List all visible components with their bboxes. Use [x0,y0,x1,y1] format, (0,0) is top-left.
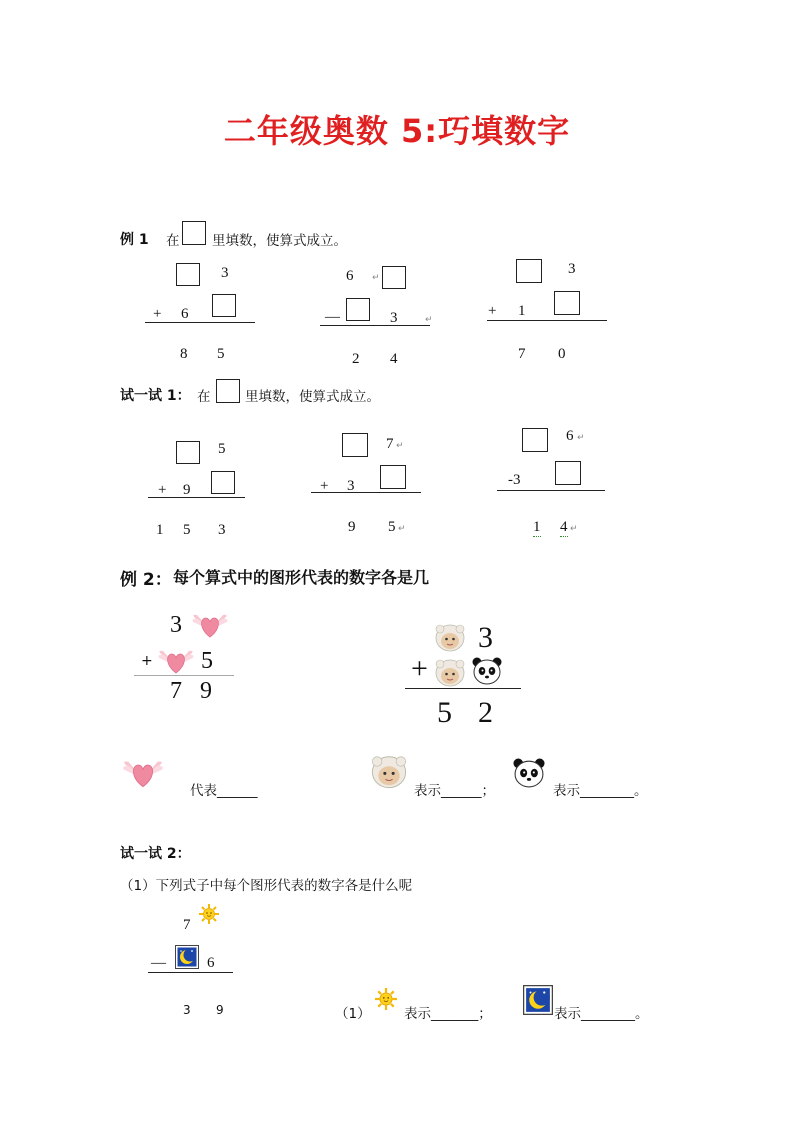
sheep-icon [370,753,408,789]
digit: 7 [183,917,191,933]
example1-prefix: 在 [166,233,180,249]
example2-text: 每个算式中的图形代表的数字各是几 [173,568,430,587]
try1-prefix: 在 [197,389,211,405]
operator: — [151,955,166,971]
sheep-icon [434,622,466,652]
answer-box[interactable] [522,428,548,452]
example1-suffix: 里填数，使算式成立。 [212,233,347,249]
return-icon: ↵ [425,315,433,325]
digit: 9 [216,1003,224,1017]
answer-box[interactable] [346,298,370,321]
digit: 9 [348,519,356,535]
digit: 4 [390,351,398,367]
digit: 6 [566,428,574,444]
digit: 3 [218,522,226,538]
try2-label: 试一试 2： [120,846,191,862]
answer-box[interactable] [176,263,200,286]
operator: -3 [508,472,521,488]
return-icon: ↵ [398,524,406,534]
digit: 4 [560,519,568,535]
digit: 6 [207,955,215,971]
return-icon: ↵ [396,441,404,451]
digit: 7 [518,346,526,362]
answer-sun: 表示_______； [404,1006,492,1022]
digit: 6 [346,268,354,284]
digit: 3 [221,265,229,281]
sum-line [497,490,605,491]
answer-box[interactable] [211,471,235,494]
digit: 5 [388,519,396,535]
answer-panda: 表示________。 [553,783,648,799]
return-icon: ↵ [577,433,585,443]
operator: + [320,478,329,494]
operator: + [158,482,167,498]
sun-icon [375,988,397,1010]
digit: 7 [170,678,182,704]
digit: 5 [218,441,226,457]
digit: 5 [437,696,452,729]
sum-line [148,972,233,973]
digit: 6 [181,306,189,322]
heart-icon [191,610,229,640]
answer-box[interactable] [516,259,542,283]
return-icon: ↵ [372,273,380,283]
answer-box[interactable] [342,433,368,457]
sum-line [320,325,430,326]
answer-prefix: （1） [335,1006,371,1022]
digit: 1 [533,519,541,535]
try1-label: 试一试 1： [120,388,191,404]
digit: 3 [568,261,576,277]
sum-line [145,322,255,323]
moon-icon [175,945,199,969]
digit: 2 [478,696,493,729]
sun-icon [199,904,219,924]
answer-moon: 表示________。 [554,1006,649,1022]
try2-question: （1）下列式子中每个图形代表的数字各是什么呢 [120,878,413,894]
sheep-icon [434,657,466,687]
answer-heart: 代表______ [190,783,258,799]
sum-line [148,497,245,498]
page-title: 二年级奥数 5:巧填数字 [223,112,571,150]
sum-line [311,492,421,493]
digit: 3 [390,310,398,326]
digit: 3 [347,478,355,494]
operator: + [411,652,428,685]
digit: 2 [352,351,360,367]
heart-icon [121,756,165,790]
digit: 3 [478,621,493,654]
digit: 8 [180,346,188,362]
digit: 9 [183,482,191,498]
digit: 1 [518,303,526,319]
operator: — [325,309,340,325]
operator: + [141,653,153,669]
digit: 5 [183,522,191,538]
sum-line [134,675,234,676]
heart-icon [157,646,195,676]
answer-box[interactable] [216,379,240,403]
digit: 3 [170,612,182,638]
answer-box[interactable] [176,441,200,464]
answer-box[interactable] [382,266,406,289]
digit: 7 [386,436,394,452]
moon-icon [523,985,553,1015]
panda-icon [512,758,546,788]
return-icon: ↵ [570,524,578,534]
answer-box[interactable] [380,465,406,489]
answer-sheep: 表示______； [414,783,495,799]
answer-box[interactable] [554,291,580,315]
digit: 5 [201,648,213,674]
answer-box[interactable] [182,221,206,245]
digit: 5 [217,346,225,362]
sum-line [487,320,607,321]
digit: 0 [558,346,566,362]
sum-line [405,688,521,689]
digit: 9 [200,678,212,704]
operator: + [488,303,497,319]
digit: 1 [156,522,164,538]
answer-box[interactable] [212,294,236,317]
example1-label: 例 1 [120,232,149,248]
try1-suffix: 里填数，使算式成立。 [245,389,380,405]
panda-icon [472,657,502,685]
example2-label: 例 2： [120,570,172,590]
digit: 3 [183,1003,191,1017]
answer-box[interactable] [555,461,581,485]
operator: + [153,306,162,322]
